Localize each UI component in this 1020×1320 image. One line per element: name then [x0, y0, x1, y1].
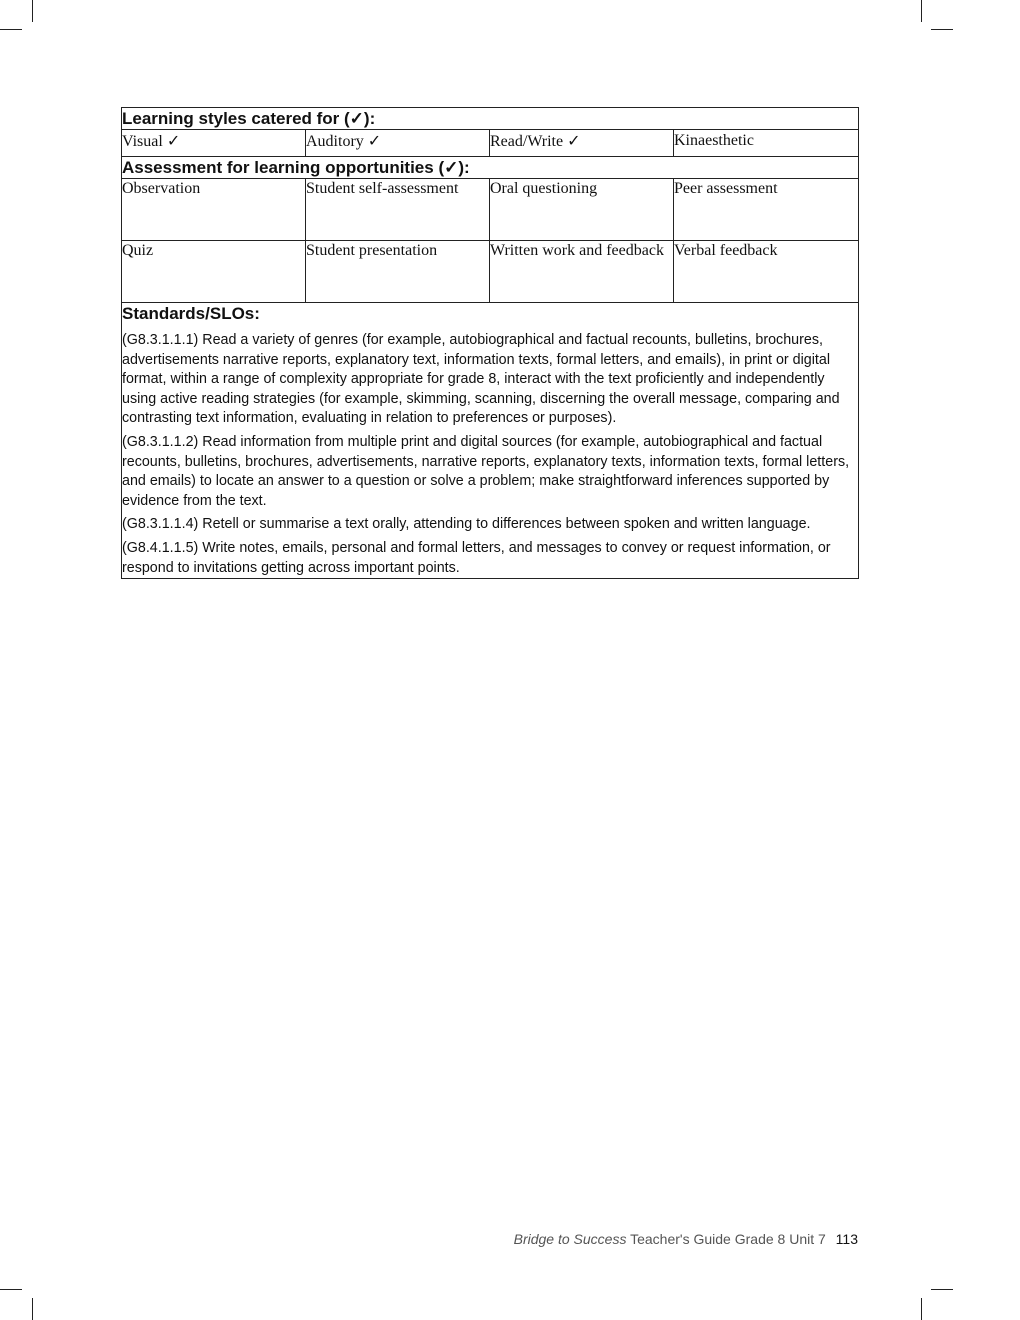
learning-style-label: Read/Write [490, 133, 564, 150]
footer-subtitle: Teacher's Guide Grade 8 Unit 7 [630, 1231, 826, 1247]
page-footer [514, 1231, 858, 1247]
book-title: Bridge to Success [513, 1231, 627, 1247]
standard-item: (G8.3.1.1.1) Read a variety of genres (for example, autobiographical and factual recounts, bulletins, brochures, advertisements narrative reports, explanatory text, information texts, formal letters, and emails), in print or digital format, within a range of complexity appropriate for grade 8, interact with the text proficiently and independently using active reading strategies (for example, skimming, scanning, discerning the overall message, comparing and contrasting text information, evaluating in relation to preferences or purposes). [122, 332, 840, 427]
assessment-cell: Student presentation [306, 241, 490, 303]
assessment-cell: Verbal feedback [674, 241, 859, 303]
crop-mark [921, 0, 922, 22]
standards-title: Standards/SLOs: [122, 304, 260, 323]
standard-item: (G8.3.1.1.4) Retell or summarise a text orally, attending to differences between spoken and written language. [122, 516, 811, 533]
crop-mark [0, 29, 22, 30]
lesson-plan-table [121, 107, 859, 579]
crop-mark [32, 0, 33, 22]
assessment-cell: Peer assessment [674, 179, 859, 241]
assessment-cell: Observation [122, 179, 306, 241]
crop-mark [931, 29, 953, 30]
check-mark-icon: ✓ [567, 131, 581, 150]
assessment-cell: Quiz [122, 241, 306, 303]
learning-style-cell [490, 130, 674, 157]
page-number: 113 [835, 1231, 858, 1247]
assessment-header: Assessment for learning opportunities (✓): [122, 157, 859, 179]
learning-style-cell [122, 130, 306, 157]
assessment-cell: Student self-assessment [306, 179, 490, 241]
standard-item: (G8.4.1.1.5) Write notes, emails, personal and formal letters, and messages to convey or request information, or respond to invitations getting across important points. [122, 539, 831, 576]
assessment-row [122, 241, 859, 303]
crop-mark [931, 1289, 953, 1290]
learning-style-cell [306, 130, 490, 157]
check-mark-icon: ✓ [367, 131, 382, 150]
crop-mark [0, 1289, 22, 1290]
crop-mark [921, 1298, 922, 1320]
learning-style-label: Auditory [306, 133, 364, 150]
learning-style-label: Visual [122, 133, 163, 150]
assessment-cell: Written work and feedback [490, 241, 674, 303]
crop-mark [32, 1298, 33, 1320]
assessment-cell: Oral questioning [490, 179, 674, 241]
learning-style-cell [674, 130, 859, 157]
assessment-row [122, 179, 859, 241]
learning-style-label: Kinaesthetic [674, 132, 754, 149]
check-mark-icon: ✓ [166, 131, 181, 150]
standards-section [122, 303, 859, 579]
learning-styles-row [122, 130, 859, 157]
standard-item: (G8.3.1.1.2) Read information from multiple print and digital sources (for example, autobiographical and factual recounts, bulletins, brochures, advertisements, narrative reports, explanatory texts, information texts, formal letters, and emails) to locate an answer to a question or solve a problem; make straightforward inferences supported by evidence from the text. [122, 433, 850, 509]
learning-styles-header: Learning styles catered for (✓): [122, 108, 859, 130]
